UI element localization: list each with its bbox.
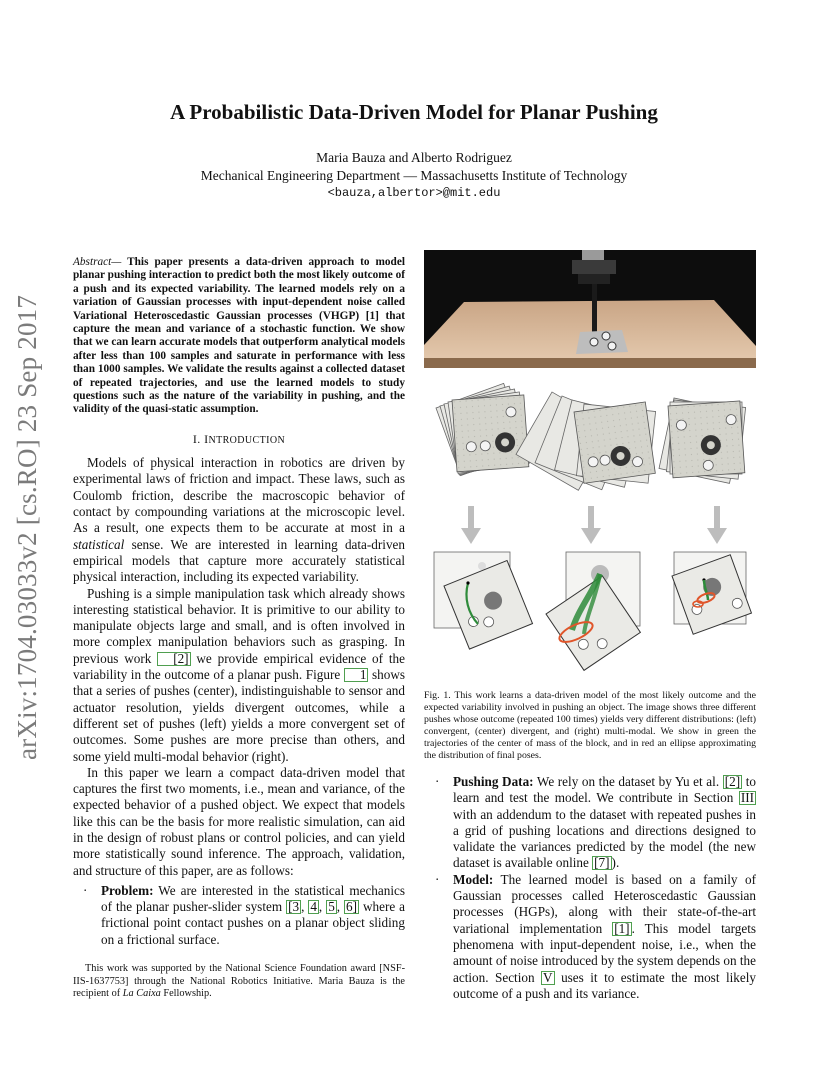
paragraph-3: In this paper we learn a compact data-driven model that captures the first two moments, i.e., mean and variance, of the expected behavior of a pushed object. We expect that models like this can be the basis for more realistic simulation, can aid in the design of robust plans or control policies, and can yield more statistically sound inference. The approach, validation, and structure of this paper, are as follows:: [73, 764, 405, 878]
citation-link[interactable]: [7]: [594, 855, 610, 871]
text-run: we provide empirical evidence of the variability in the outcome of a planar push. Figure: [73, 650, 405, 683]
list-item-model: [425, 872, 756, 1002]
stack-left: [436, 383, 529, 475]
citation-link[interactable]: [1]: [614, 920, 630, 936]
bullet-dot-icon: ·: [435, 871, 440, 887]
stack-right: [659, 398, 746, 483]
affiliation: Mechanical Engineering Department — Massachusetts Institute of Technology: [200, 168, 628, 183]
figure-caption: Fig. 1. This work learns a data-driven model of the most likely outcome and the expected variability involved in pushing an object. The image shows three different pushes whose outcome (repeated 100 times) yields very different distributions: (left) convergent, (center) divergent, and (right) multi-modal. We show in green the trajectories of the center of mass of the block, and in red an ellipse approximating the distribution of final poses.: [424, 690, 756, 761]
outcome-center: [546, 552, 640, 670]
outcome-right: [672, 552, 751, 634]
bullet-dot-icon: ·: [83, 882, 88, 898]
bullet-dot-icon: ·: [435, 774, 440, 789]
text-run: This work was supported by the National Science Foundation award [NSF-IIS-1637753] through the National Robotics Initiative. Maria Bauza is the recipient of: [73, 963, 405, 1000]
text-run: with an addendum to the dataset with repeated pushes in a grid of pushing locations and directions designed to validate the variances predicted by the model (the new dataset is available online: [453, 806, 756, 871]
abstract-lead: Abstract—: [73, 256, 122, 268]
text-run-italic: La Caixa: [122, 988, 161, 1000]
text-run: where a frictional point contact pushes on a planar object sliding on a frictional surface.: [101, 899, 406, 947]
text-run: Pushing is a simple manipulation task which already shows interesting statistical behavior. It is primitive to our ability to manipulate objects large and small, and is often involved in more complex manipulation behaviors such as grasping. In previous work: [73, 585, 405, 666]
abstract: [73, 256, 405, 417]
author-list: Maria Bauza and Alberto Rodriguez: [316, 150, 512, 165]
figure-photo-robot-pusher: [424, 250, 756, 368]
bullet-label: Model:: [453, 871, 494, 887]
text-run: ).: [611, 855, 620, 871]
section-rest: NTRODUCTION: [208, 434, 286, 446]
outcome-left: [434, 552, 533, 649]
section-heading-introduction: [73, 431, 405, 449]
text-run: Fellowship.: [160, 988, 212, 1000]
arxiv-identifier: arXiv:1704.03033v2 [cs.RO] 23 Sep 2017: [12, 294, 42, 760]
figure-push-distributions: [424, 378, 756, 676]
abstract-text: This paper presents a data-driven approach to model planar pushing interaction to predict both the most likely outcome of a push and its expected variability. The learned models rely on a variation of Gaussian processes with input-dependent noise called Variational Heteroscedastic Gaussian processes (VHGP) [1] that capture the mean and variance of a stochastic function. We show that we can learn accurate models that outperform analytical models after less than 100 samples and saturate in performance with less than 1000 samples. We validate the results against a collected dataset of repeated trajectories, and use the learned models to study questions such as the nature of the variability in pushing, and the validity of the quasi-static assumption.: [73, 256, 405, 416]
citation-link[interactable]: 6]: [346, 899, 358, 915]
citation-link[interactable]: 5: [328, 899, 335, 915]
left-column: [73, 256, 405, 948]
text-run: uses it to estimate the most likely outcome of a push and its variance.: [453, 969, 756, 1001]
list-item-pushing-data: [425, 774, 756, 872]
list-item-problem: · Problem: We are interested in the statistical mechanics of the planar pusher-slider system [3 , 4 , 5 , 6] where a frictional point contact pushes on a planar object sliding on a frictional surface.: [83, 882, 406, 947]
section-link[interactable]: V: [543, 969, 553, 985]
footnote: [73, 963, 405, 1001]
paragraph-2: [73, 586, 405, 765]
text-run: sense. We are interested in learning data-driven empirical models that capture more accurately statistical physical interaction, including its expected variability.: [73, 536, 405, 585]
bullet-label: Pushing Data:: [453, 774, 534, 789]
text-run: We are interested in the statistical mechanics of the planar pusher-slider system: [101, 882, 405, 915]
paragraph-1: [73, 455, 405, 585]
text-run: Models of physical interaction in robotics are driven by experimental laws of friction and impact. These laws, such as Coulomb friction, describe the macroscopic behavior of contact by compounding variations at the microscopic level. As a result, one expects them to be accurate at most in a: [73, 455, 405, 536]
text-run: shows that a series of pushes (center), indistinguishable to sensor and actuator resolution, yields divergent outcomes, while a different set of pushes (left) yields a more convergent set of outcomes. Some pushes are more precise than others, and some yield multi-modal behavior (right).: [73, 667, 405, 764]
section-link[interactable]: III: [740, 790, 754, 806]
down-arrows: [461, 506, 727, 544]
section-numeral: I.: [192, 431, 205, 446]
citation-link[interactable]: [2]: [724, 774, 741, 789]
figure-link[interactable]: 1: [344, 668, 369, 682]
bullet-label: Problem:: [101, 882, 154, 898]
contribution-list: [73, 883, 405, 948]
text-run: to learn and test the model. We contribute in Section: [453, 774, 756, 806]
citation-link[interactable]: [3: [288, 899, 300, 915]
contact-email: <bauza,albertor>@mit.edu: [327, 186, 501, 200]
citation-link[interactable]: 4: [310, 899, 317, 915]
stack-center: [516, 392, 656, 490]
right-column: [425, 774, 756, 1002]
text-run: . This model targets phenomena with input-dependent noise, i.e., when the amount of noise introduced by the system depends on the action. Section: [453, 920, 756, 985]
text-run: We rely on the dataset by Yu et al.: [533, 774, 723, 789]
paper-title: A Probabilistic Data-Driven Model for Planar Pushing: [170, 100, 658, 124]
citation-link[interactable]: [2]: [157, 652, 190, 666]
contribution-list-continued: [425, 774, 756, 1002]
section-first-letter: I: [204, 431, 209, 446]
text-run: The learned model is based on a family of Gaussian processes called Heteroscedastic Gaussian processes (HGPs), along with their state-of-the-art variational implementation: [453, 871, 756, 936]
text-run-italic: statistical: [73, 536, 125, 552]
